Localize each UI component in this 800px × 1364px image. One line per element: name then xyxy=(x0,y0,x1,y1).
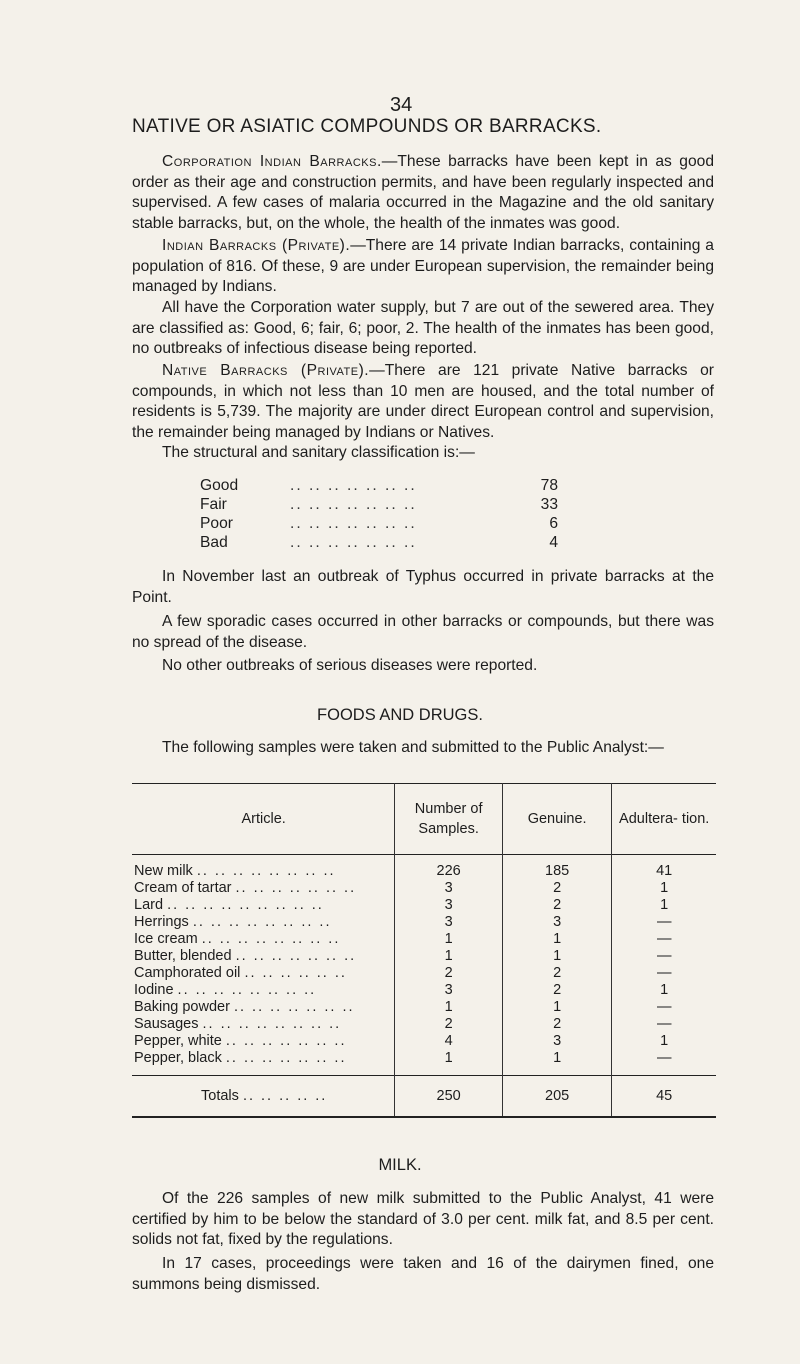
classification-value: 4 xyxy=(549,534,558,551)
leader-dots: .. .. .. .. .. .. .. xyxy=(233,999,355,1015)
table-row xyxy=(132,999,716,1016)
article-cell xyxy=(132,1050,395,1076)
adulteration-cell: — xyxy=(612,999,716,1016)
milk-paragraph-proceedings: In 17 cases, proceedings were taken and 16 of the dairymen fined, one summons being dismissed. xyxy=(132,1255,714,1293)
article-name: Ice cream xyxy=(134,931,198,947)
number-cell: 1 xyxy=(395,999,503,1016)
article-name: Baking powder xyxy=(134,999,230,1015)
article-name: Iodine xyxy=(134,982,174,998)
paragraph-title: Indian Barracks (Private). xyxy=(162,237,351,254)
paragraph-no-other-outbreaks: No other outbreaks of serious diseases were reported. xyxy=(162,657,538,674)
article-name: Cream of tartar xyxy=(134,880,232,896)
column-header-adulteration: Adultera- tion. xyxy=(612,784,716,855)
leader-dots: .. .. .. .. .. .. xyxy=(244,965,347,981)
article-cell xyxy=(132,948,395,965)
table-row xyxy=(132,1050,716,1076)
classification-item xyxy=(200,533,580,552)
article-cell xyxy=(132,880,395,897)
genuine-cell: 2 xyxy=(502,982,611,999)
article-name: Pepper, black xyxy=(134,1050,222,1066)
totals-genuine-cell: 205 xyxy=(502,1076,611,1118)
foods-drugs-heading: FOODS AND DRUGS. xyxy=(317,706,483,724)
adulteration-cell: — xyxy=(612,914,716,931)
table-row xyxy=(132,897,716,914)
table-row xyxy=(132,965,716,982)
leader-dots: .. .. .. .. .. .. .. .. .. xyxy=(167,897,324,913)
adulteration-cell: — xyxy=(612,965,716,982)
adulteration-cell: 1 xyxy=(612,880,716,897)
paragraph-indian-barracks-private xyxy=(132,236,714,298)
section-heading: NATIVE OR ASIATIC COMPOUNDS OR BARRACKS. xyxy=(132,116,602,137)
article-cell xyxy=(132,931,395,948)
adulteration-cell: 41 xyxy=(612,855,716,881)
leader-dots: .. .. .. .. .. .. .. xyxy=(290,515,417,532)
leader-dots: .. .. .. .. .. .. .. .. xyxy=(192,914,332,930)
classification-item xyxy=(200,476,580,495)
paragraph-text: —These barracks have been kept in as good order as their age and construction permits, and have been regularly inspected and supervised. A few cases of malaria occurred in the Magazine and the old sanitary stable barracks, but, on the whole, the health of the inmates was good. xyxy=(132,153,714,232)
number-cell: 2 xyxy=(395,965,503,982)
totals-adulteration-cell: 45 xyxy=(612,1076,716,1118)
article-name: Pepper, white xyxy=(134,1033,222,1049)
totals-label-cell xyxy=(132,1076,395,1118)
adulteration-cell: 1 xyxy=(612,1033,716,1050)
genuine-cell: 2 xyxy=(502,965,611,982)
foods-intro: The following samples were taken and submitted to the Public Analyst:— xyxy=(162,739,664,756)
paragraph-title: Corporation Indian Barracks. xyxy=(162,153,382,170)
adulteration-cell: 1 xyxy=(612,982,716,999)
leader-dots: .. .. .. .. .. .. .. xyxy=(290,496,417,513)
column-header-number: Number of Samples. xyxy=(395,784,503,855)
table-row xyxy=(132,855,716,881)
leader-dots: .. .. .. .. .. .. .. xyxy=(290,534,417,551)
genuine-cell: 1 xyxy=(502,1050,611,1076)
paragraph-text: —There are 14 private Indian barracks, containing a population of 816. Of these, 9 are under European supervision, the remainder being managed by Indians. xyxy=(132,237,714,295)
article-cell xyxy=(132,982,395,999)
samples-table xyxy=(132,783,716,1118)
genuine-cell: 2 xyxy=(502,1016,611,1033)
classification-label: Fair xyxy=(200,496,227,513)
paragraph-title: Native Barracks (Private). xyxy=(162,362,370,379)
totals-label: Totals xyxy=(201,1087,239,1104)
table-row xyxy=(132,982,716,999)
number-cell: 4 xyxy=(395,1033,503,1050)
genuine-cell: 185 xyxy=(502,855,611,881)
table-row xyxy=(132,931,716,948)
totals-number-cell: 250 xyxy=(395,1076,503,1118)
article-name: Lard xyxy=(134,897,164,913)
table-row xyxy=(132,914,716,931)
number-cell: 226 xyxy=(395,855,503,881)
article-cell xyxy=(132,965,395,982)
paragraph-native-barracks-private xyxy=(132,361,714,443)
leader-dots: .. .. .. .. .. .. .. xyxy=(225,1050,347,1066)
genuine-cell: 3 xyxy=(502,1033,611,1050)
genuine-cell: 1 xyxy=(502,931,611,948)
milk-paragraph-standards: Of the 226 samples of new milk submitted to the Public Analyst, 41 were certified by him to be below the standard of 3.0 per cent. milk fat, and 8.5 per cent. solids not fat, fixed by the regulations. xyxy=(132,1190,714,1248)
adulteration-cell: 1 xyxy=(612,897,716,914)
genuine-cell: 1 xyxy=(502,999,611,1016)
classification-value: 33 xyxy=(540,496,558,513)
leader-dots: .. .. .. .. .. .. .. .. xyxy=(201,931,341,947)
table-row xyxy=(132,948,716,965)
article-cell xyxy=(132,914,395,931)
paragraph-classification-intro: The structural and sanitary classification is:— xyxy=(162,444,475,461)
article-name: New milk xyxy=(134,863,193,879)
number-cell: 3 xyxy=(395,982,503,999)
table-header-row xyxy=(132,784,716,855)
article-cell xyxy=(132,999,395,1016)
number-cell: 3 xyxy=(395,914,503,931)
milk-heading: MILK. xyxy=(378,1156,422,1174)
classification-value: 6 xyxy=(549,515,558,532)
table-row xyxy=(132,1033,716,1050)
paragraph-text: —There are 121 private Native barracks or compounds, in which not less than 10 men are housed, and the total number of residents is 5,739. The majority are under direct European control and supervision, the remainder being managed by Indians or Natives. xyxy=(132,362,714,441)
leader-dots: .. .. .. .. .. .. .. xyxy=(235,948,357,964)
article-name: Camphorated oil xyxy=(134,965,241,981)
article-name: Herrings xyxy=(134,914,189,930)
classification-item xyxy=(200,495,580,514)
leader-dots: .. .. .. .. .. .. .. .. xyxy=(177,982,317,998)
article-cell xyxy=(132,1016,395,1033)
number-cell: 3 xyxy=(395,897,503,914)
adulteration-cell: — xyxy=(612,948,716,965)
classification-label: Bad xyxy=(200,534,228,551)
adulteration-cell: — xyxy=(612,931,716,948)
adulteration-cell: — xyxy=(612,1050,716,1076)
classification-value: 78 xyxy=(540,477,558,494)
leader-dots: .. .. .. .. .. xyxy=(242,1087,328,1104)
leader-dots: .. .. .. .. .. .. .. xyxy=(290,477,417,494)
genuine-cell: 1 xyxy=(502,948,611,965)
classification-label: Poor xyxy=(200,515,233,532)
column-header-article: Article. xyxy=(241,811,286,827)
article-name: Sausages xyxy=(134,1016,199,1032)
article-name: Butter, blended xyxy=(134,948,232,964)
article-cell xyxy=(132,855,395,881)
genuine-cell: 2 xyxy=(502,880,611,897)
number-cell: 1 xyxy=(395,931,503,948)
table-row xyxy=(132,880,716,897)
adulteration-cell: — xyxy=(612,1016,716,1033)
column-header-genuine: Genuine. xyxy=(502,784,611,855)
totals-row xyxy=(132,1076,716,1118)
table-row xyxy=(132,1016,716,1033)
article-cell xyxy=(132,1033,395,1050)
leader-dots: .. .. .. .. .. .. .. xyxy=(235,880,357,896)
number-cell: 3 xyxy=(395,880,503,897)
classification-item xyxy=(200,514,580,533)
paragraph-typhus-outbreak: In November last an outbreak of Typhus occurred in private barracks at the Point. xyxy=(132,568,714,606)
article-cell xyxy=(132,897,395,914)
classification-list xyxy=(200,476,580,552)
paragraph-corporation-indian-barracks xyxy=(132,152,714,234)
leader-dots: .. .. .. .. .. .. .. .. xyxy=(202,1016,342,1032)
paragraph-water-supply: All have the Corporation water supply, but 7 are out of the sewered area. They are classified as: Good, 6; fair, 6; poor, 2. The health of the inmates has been good, no outbreaks of infectious disease being reported. xyxy=(132,299,714,357)
classification-label: Good xyxy=(200,477,239,494)
genuine-cell: 3 xyxy=(502,914,611,931)
genuine-cell: 2 xyxy=(502,897,611,914)
number-cell: 2 xyxy=(395,1016,503,1033)
paragraph-sporadic-cases: A few sporadic cases occurred in other barracks or compounds, but there was no spread of the disease. xyxy=(132,613,714,651)
number-cell: 1 xyxy=(395,1050,503,1076)
page-number: 34 xyxy=(390,94,413,116)
number-cell: 1 xyxy=(395,948,503,965)
leader-dots: .. .. .. .. .. .. .. xyxy=(225,1033,347,1049)
leader-dots: .. .. .. .. .. .. .. .. xyxy=(196,863,336,879)
